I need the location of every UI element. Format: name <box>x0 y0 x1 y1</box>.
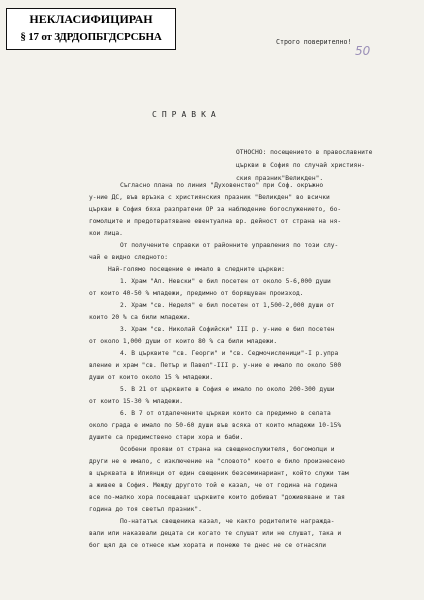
body-line: души от които около 15 % младежи. <box>89 374 214 381</box>
body-line: все по-малко хора посещават църквите които добиват "доживяване и тая <box>89 494 345 501</box>
body-line: 2. Храм "св. Неделя" е бил посетен от 1,500-2,000 души от <box>120 302 335 309</box>
classification-stamp <box>6 8 176 50</box>
body-line: 6. В 7 от отдалечените църкви които са предимно в селата <box>120 410 331 417</box>
body-line: По-нататък свещеника казал, че както родителите награжда- <box>120 518 335 525</box>
body-line: Съгласно плана по линия "Духовенство" при Соф. окръжно <box>120 182 324 189</box>
body-line: година до тоя светъл празник". <box>89 506 202 513</box>
body-line: Най-голямо посещение е имало в следните църкви: <box>108 266 285 273</box>
body-line: чай е видно следното: <box>89 254 169 261</box>
body-line: около града е имало по 50-60 души във всяка от които младежи 10-15% <box>89 422 342 429</box>
document-title: СПРАВКА <box>152 110 221 119</box>
body-line: в църквата в Илиянци от един свещеник безсеминариант, който служи там <box>89 470 349 477</box>
subject-reference: ОТНОСНО: посещението в православните църкви в София по случай християн- ския празник"Великден". <box>236 149 373 182</box>
body-line: 1. Храм "Ал. Невски" е бил посетен от около 5-6,000 души <box>120 278 331 285</box>
secrecy-marking: Строго поверително! <box>276 38 352 46</box>
body-line: вление и храм "св. Петър и Павел"-III р. у-ние е имало по около 500 <box>89 362 342 369</box>
body-line: от които 15-30 % младежи. <box>89 398 184 405</box>
body-line: От получените справки от районните управления по този слу- <box>120 242 339 249</box>
body-line: които 20 % са били младежи. <box>89 314 191 321</box>
body-line: 3. Храм "св. Николай Софийски" III р. у-ние е бил посетен <box>120 326 335 333</box>
body-line: кои лица. <box>89 230 123 237</box>
body-line: душите са предимствено стари хора и баби. <box>89 434 244 441</box>
stamp-line-1: НЕКЛАСИФИЦИРАН <box>29 12 153 26</box>
body-line: у-ние ДС, във връзка с християнския празник "Великден" во всички <box>89 194 330 201</box>
body-line: Особени прояви от страна на свещенослужителя, богомолци и <box>120 446 335 453</box>
body-line: бог щял да се отнесе към хората и понеже те днес не се отнасяли <box>89 542 327 549</box>
body-line: от около 1,000 души от които 80 % са били младежи. <box>89 338 278 345</box>
body-line: от които 40-50 % младежи, предимно от борящуван произход. <box>89 290 304 297</box>
body-line: църкви в София бяха разпратени ОР за наблюдение богослужението, бо- <box>89 206 342 213</box>
body-line: 5. В 21 от църквите в София е имало по около 200-300 души <box>120 386 335 393</box>
body-line: други не е имало, с изключение на "словото" което е било произнесено <box>89 458 345 465</box>
body-line: 4. В църквите "св. Георги" и "св. Седмочисленици"-I р.упра <box>120 350 339 357</box>
handwritten-page-number: 50 <box>355 44 371 58</box>
body-line: а живее в София. Между другото той е казал, че от година на година <box>89 482 338 489</box>
body-line: вали или наказвали децата си когато те слушат или не слушат, така и <box>89 530 342 537</box>
stamp-line-2: § 17 от ЗДРДОПБГДСРСБНА <box>20 31 162 43</box>
body-line: гомолците и предотвратяване евентуална вр. дейност от страна на ня- <box>89 218 342 225</box>
